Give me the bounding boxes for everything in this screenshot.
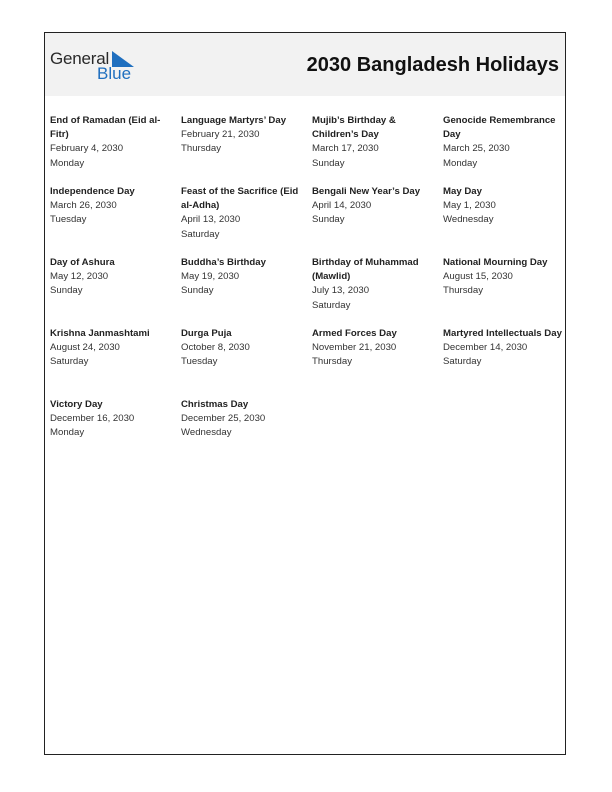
page-title: 2030 Bangladesh Holidays	[306, 54, 559, 76]
holiday-weekday: Wednesday	[181, 427, 232, 439]
holiday-name: Krishna Janmashtami	[50, 328, 150, 339]
holiday-name: Armed Forces Day	[312, 328, 397, 339]
holiday-entry	[443, 327, 566, 398]
holiday-name: Martyred Intellectuals Day	[443, 328, 562, 339]
holiday-entry	[312, 327, 443, 398]
holiday-name: National Mourning Day	[443, 257, 548, 268]
logo-word-general: General	[50, 49, 110, 68]
holiday-entry	[443, 256, 566, 327]
holiday-weekday: Thursday	[312, 356, 352, 368]
holiday-entry	[181, 327, 312, 398]
holiday-weekday: Thursday	[181, 143, 221, 155]
holiday-entry	[181, 114, 312, 185]
holiday-weekday: Wednesday	[443, 214, 494, 226]
holiday-weekday: Tuesday	[50, 214, 87, 226]
holiday-weekday: Tuesday	[181, 356, 218, 368]
holiday-date: April 13, 2030	[181, 214, 241, 226]
holiday-name: Bengali New Year’s Day	[312, 186, 421, 197]
logo-word-blue: Blue	[97, 64, 132, 83]
holiday-weekday: Thursday	[443, 285, 483, 297]
holiday-name: Christmas Day	[181, 399, 249, 410]
holiday-date: April 14, 2030	[312, 200, 372, 212]
holiday-weekday: Saturday	[312, 299, 351, 311]
holiday-entry	[50, 327, 181, 398]
generalblue-logo	[50, 49, 140, 83]
holiday-entry	[312, 185, 443, 256]
holiday-entry	[50, 398, 181, 469]
holiday-date: March 25, 2030	[443, 143, 510, 155]
holiday-date: February 4, 2030	[50, 143, 124, 155]
holiday-name: Genocide Remembrance Day	[443, 115, 556, 141]
holiday-name: Day of Ashura	[50, 257, 115, 268]
holiday-name: Independence Day	[50, 186, 135, 197]
holiday-date: March 26, 2030	[50, 200, 117, 212]
holiday-weekday: Saturday	[50, 356, 89, 368]
holiday-weekday: Monday	[50, 427, 85, 439]
holiday-name: End of Ramadan (Eid al-Fitr)	[50, 115, 161, 141]
holiday-weekday: Saturday	[443, 356, 482, 368]
holiday-date: May 19, 2030	[181, 271, 240, 283]
holiday-entry	[312, 256, 443, 327]
holiday-name: May Day	[443, 186, 482, 197]
holiday-entry	[181, 185, 312, 256]
holiday-name: Mujib’s Birthday & Children’s Day	[312, 115, 396, 141]
holiday-weekday: Monday	[443, 157, 478, 169]
holiday-entry	[50, 114, 181, 185]
holiday-date: August 15, 2030	[443, 271, 513, 283]
holiday-entry	[443, 185, 566, 256]
holiday-name: Feast of the Sacrifice (Eid al-Adha)	[181, 186, 299, 212]
holiday-weekday: Sunday	[181, 285, 214, 297]
holiday-entry	[181, 398, 312, 469]
holiday-date: August 24, 2030	[50, 342, 120, 354]
holiday-date: May 1, 2030	[443, 200, 496, 212]
holiday-entry	[50, 185, 181, 256]
holiday-date: December 16, 2030	[50, 413, 135, 425]
holiday-weekday: Sunday	[312, 214, 345, 226]
holiday-name: Victory Day	[50, 399, 103, 410]
holiday-date: May 12, 2030	[50, 271, 109, 283]
holiday-weekday: Sunday	[50, 285, 83, 297]
holiday-entry	[181, 256, 312, 327]
holiday-name: Language Martyrs’ Day	[181, 115, 287, 126]
holiday-date: July 13, 2030	[312, 285, 370, 297]
header	[45, 33, 565, 96]
holiday-name: Birthday of Muhammad (Mawlid)	[312, 257, 419, 283]
holiday-entry	[443, 114, 566, 185]
holiday-date: November 21, 2030	[312, 342, 397, 354]
holiday-date: October 8, 2030	[181, 342, 250, 354]
document-page	[44, 32, 566, 755]
holiday-entry	[312, 114, 443, 185]
holiday-entry	[50, 256, 181, 327]
holiday-weekday: Saturday	[181, 228, 220, 240]
holiday-date: December 14, 2030	[443, 342, 528, 354]
holiday-weekday: Sunday	[312, 157, 345, 169]
holiday-name: Durga Puja	[181, 328, 232, 339]
holiday-weekday: Monday	[50, 157, 85, 169]
holiday-date: December 25, 2030	[181, 413, 266, 425]
holiday-date: March 17, 2030	[312, 143, 379, 155]
holiday-date: February 21, 2030	[181, 129, 260, 141]
holiday-grid	[50, 114, 566, 469]
holiday-name: Buddha’s Birthday	[181, 257, 266, 268]
